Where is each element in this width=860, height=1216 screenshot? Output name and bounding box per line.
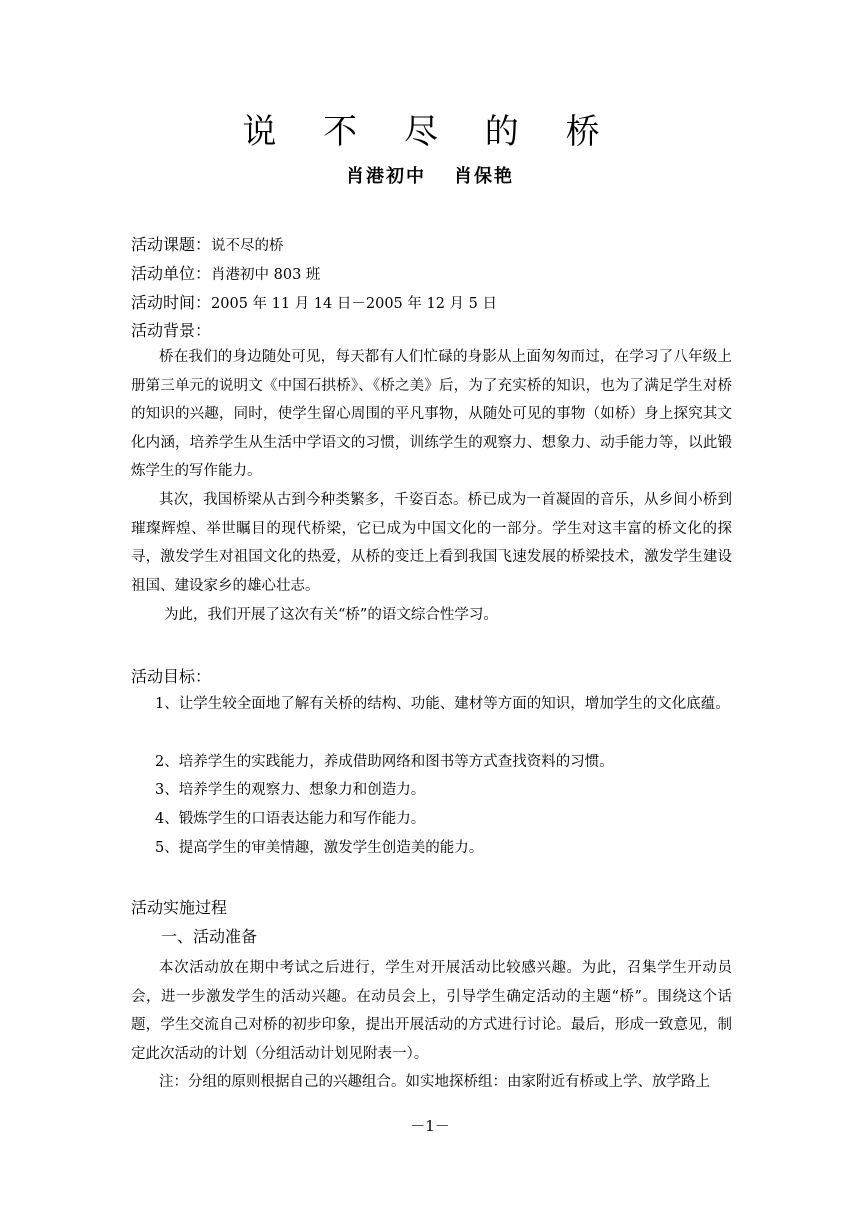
process-heading: 活动实施过程 [131, 898, 228, 917]
goal-item-3: 3、培养学生的观察力、想象力和创造力。 [155, 782, 426, 798]
document-title: 说 不 尽 的 桥 [242, 112, 618, 152]
meta-topic [131, 232, 731, 255]
author-line [0, 162, 860, 188]
process-paragraph-1: 本次活动放在期中考试之后进行，学生对开展活动比较感兴趣。为此，召集学生开动员会，进一步激发学生的活动兴趣。在动员会上，引导学生确定活动的主题“桥”。围绕这个话题，学生交流自己对桥的初步印象，提出开展活动的方式进行讨论。最后，形成一致意见，制定此次活动的计划（分组活动计划见附表一）。 [131, 960, 732, 1062]
background-paragraph-1: 桥在我们的身边随处可见，每天都有人们忙碌的身影从上面匆匆而过，在学习了八年级上册第三单元的说明文《中国石拱桥》、《桥之美》后，为了充实桥的知识，也为了满足学生对桥的知识的兴趣，同时，使学生留心周围的平凡事物，从随处可见的事物（如桥）身上探究其文化内涵，培养学生从生活中学语文的习惯，训练学生的观察力、想象力、动手能力等，以此锻炼学生的写作能力。 [131, 349, 732, 479]
process-subheading-preparation: 一、活动准备 [161, 927, 258, 946]
meta-unit [131, 261, 731, 284]
goal-item-4: 4、锻炼学生的口语表达能力和写作能力。 [155, 811, 426, 827]
background-paragraph-2: 其次，我国桥梁从古到今种类繁多，千姿百态。桥已成为一首凝固的音乐，从乡间小桥到璀璨辉煌、举世瞩目的现代桥梁，它已成为中国文化的一部分。学生对这丰富的桥文化的探寻，激发学生对祖国文化的热爱，从桥的变迁上看到我国飞速发展的桥梁技术，激发学生建设祖国、建设家乡的雄心壮志。 [131, 492, 732, 594]
goal-item-2: 2、培养学生的实践能力，养成借助网络和图书等方式查找资料的习惯。 [155, 754, 614, 770]
meta-time [131, 290, 731, 313]
goal-item-1: 1、让学生较全面地了解有关桥的结构、功能、建材等方面的知识，增加学生的文化底蕴。 [155, 696, 730, 712]
meta-label: 活动课题： [131, 235, 212, 254]
process-paragraph-2: 注：分组的原则根据自己的兴趣组合。如实地探桥组：由家附近有桥或上学、放学路上 [159, 1074, 710, 1090]
goals-heading: 活动目标： [131, 667, 212, 686]
goal-item-5: 5、提高学生的审美情趣，激发学生创造美的能力。 [155, 840, 484, 856]
author-school: 肖港初中 [346, 166, 426, 187]
meta-value: 2005 年 11 月 14 日－2005 年 12 月 5 日 [211, 296, 497, 312]
meta-label: 活动时间： [131, 293, 212, 312]
author-name: 肖保艳 [454, 166, 514, 187]
background-paragraph-3: 为此，我们开展了这次有关“桥”的语文综合性学习。 [164, 607, 498, 623]
meta-value: 肖港初中 803 班 [211, 267, 321, 283]
page-number: －1－ [410, 1117, 450, 1135]
meta-label: 活动单位： [131, 264, 212, 283]
background-heading: 活动背景： [131, 321, 212, 340]
meta-value: 说不尽的桥 [211, 238, 284, 254]
